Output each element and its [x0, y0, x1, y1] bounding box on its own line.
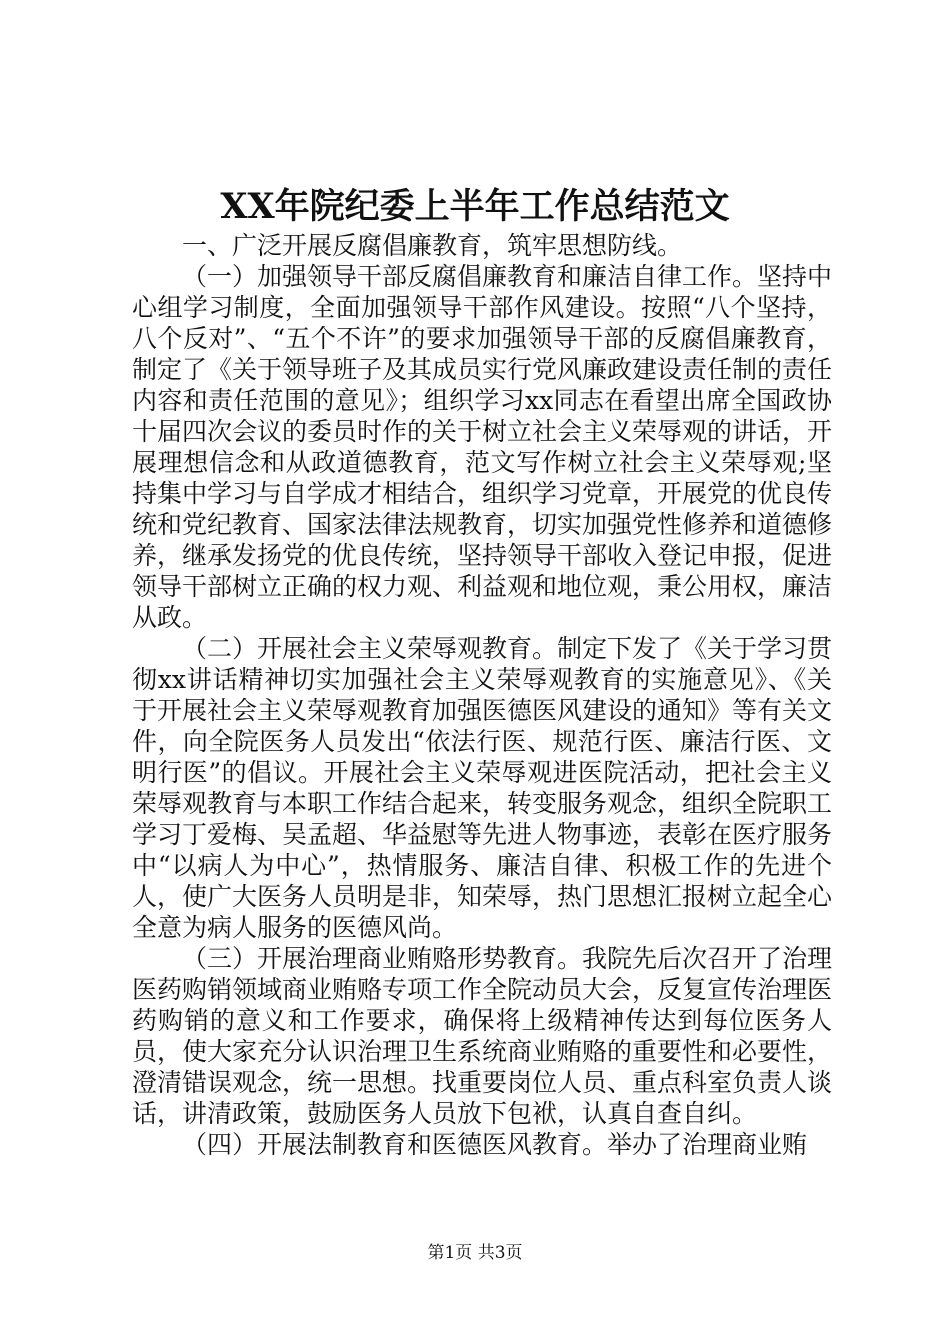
- page-number-footer: 第1页 共3页: [427, 1243, 523, 1263]
- paragraph-1: （一）加强领导干部反腐倡廉教育和廉洁自律工作。坚持中心组学习制度，全面加强领导干部作风建设。按照“八个坚持，八个反对”、“五个不许”的要求加强领导干部的反腐倡廉教育，制定了《关于领导班子及其成员实行党风廉政建设责任制的责任内容和责任范围的意见》；组织学习xx同志在看望出席全国政协十届四次会议的委员时作的关于树立社会主义荣辱观的讲话，开展理想信念和从政道德教育，范文写作树立社会主义荣辱观;坚持集中学习与自学成才相结合，组织学习党章，开展党的优良传统和党纪教育、国家法律法规教育，切实加强党性修养和道德修养，继承发扬党的优良传统，坚持领导干部收入登记申报，促进领导干部树立正确的权力观、利益观和地位观，秉公用权，廉洁从政。: [132, 262, 833, 632]
- section-heading: 一、广泛开展反腐倡廉教育，筑牢思想防线。: [182, 231, 683, 260]
- document-title: XX年院纪委上半年工作总结范文: [220, 186, 730, 227]
- paragraph-4: （四）开展法制教育和医德医风教育。举办了治理商业贿: [182, 1130, 808, 1159]
- paragraph-2: （二）开展社会主义荣辱观教育。制定下发了《关于学习贯彻xx讲话精神切实加强社会主义荣辱观教育的实施意见》、《关于开展社会主义荣辱观教育加强医德医风建设的通知》等有关文件，向全院医务人员发出“依法行医、规范行医、廉洁行医、文明行医”的倡议。开展社会主义荣辱观进医院活动，把社会主义荣辱观教育与本职工作结合起来，转变服务观念，组织全院职工学习丁爱梅、吴孟超、华益慰等先进人物事迹，表彰在医疗服务中“以病人为中心”，热情服务、廉洁自律、积极工作的先进个人，使广大医务人员明是非，知荣辱，热门思想汇报树立起全心全意为病人服务的医德风尚。: [132, 634, 833, 942]
- document-body: [132, 230, 832, 1160]
- paragraph-3: （三）开展治理商业贿赂形势教育。我院先后次召开了治理医药购销领域商业贿赂专项工作全院动员大会，反复宣传治理医药购销的意义和工作要求，确保将上级精神传达到每位医务人员，使大家充分认识治理卫生系统商业贿赂的重要性和必要性，澄清错误观念，统一思想。找重要岗位人员、重点科室负责人谈话，讲清政策，鼓励医务人员放下包袱，认真自查自纠。: [132, 944, 833, 1128]
